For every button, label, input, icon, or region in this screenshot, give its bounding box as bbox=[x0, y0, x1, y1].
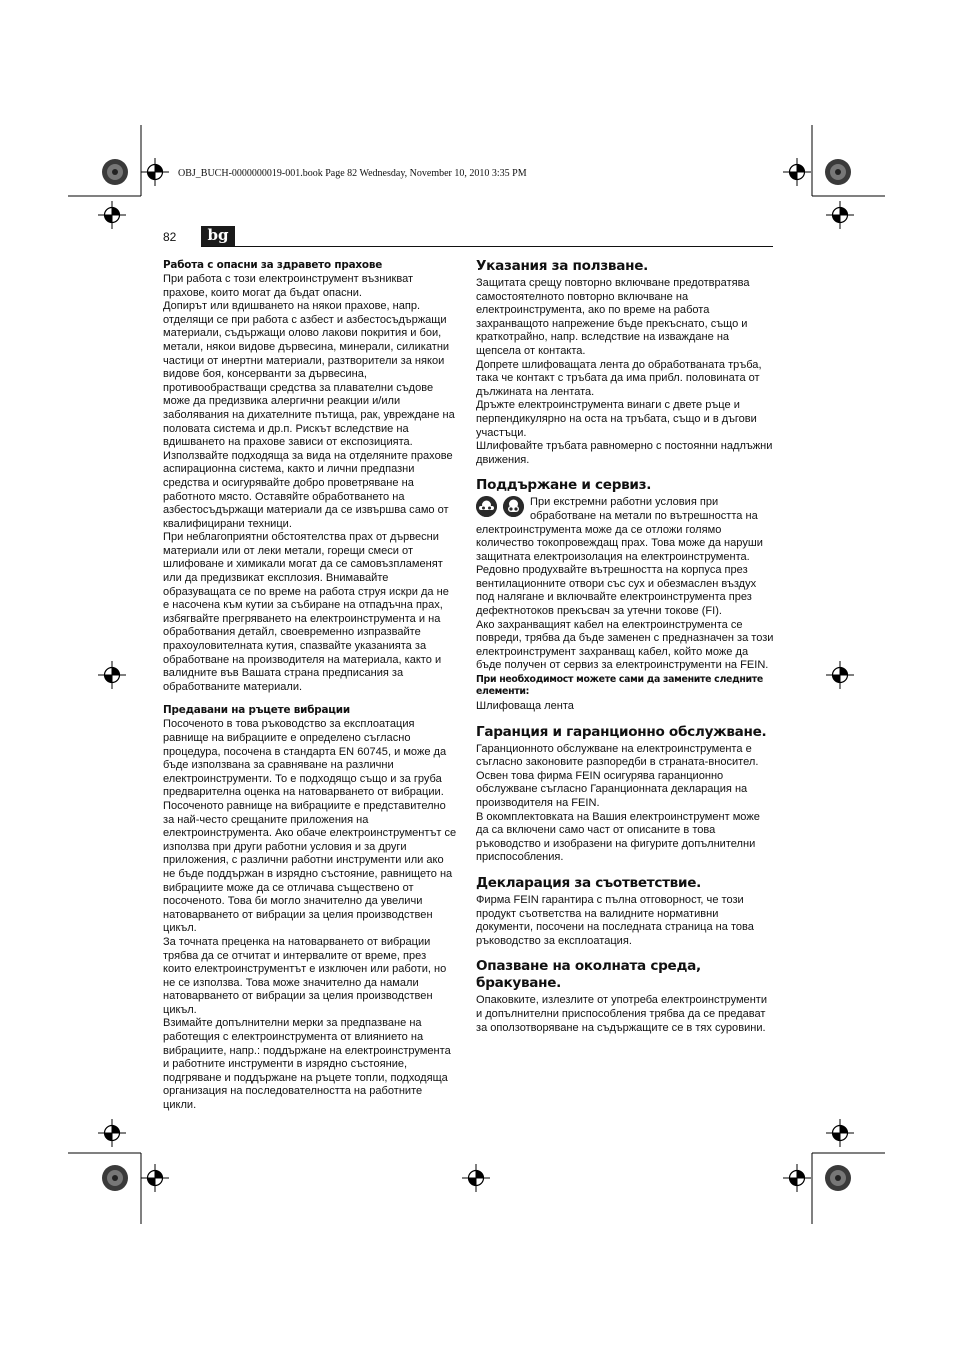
vibration-paragraph-4: Взимайте допълнителни мерки за предпазване на работещия с електроинструмента от влиянието на вибрациите, напр.: поддържане на електроинструмента и работните инструменти в изрядно състояние, подгряване и поддържане на ръцете топли, подходяща организация на последователността на работните цикли. bbox=[163, 1017, 451, 1112]
service-safety-icons bbox=[476, 496, 526, 520]
conformity-paragraph-1: Фирма FEIN гарантира с пълна отговорност, че този продукт съответства на валидните нормативни документи, посочени на последната страница на това ръководство за експлоатация. bbox=[476, 893, 754, 947]
warranty-paragraph-2: В окомплектовката на Вашия електроинструмент може да са включени само част от описаните в това ръководство и изобразени на фигурите допълнителни приспособления. bbox=[476, 810, 760, 864]
usage-paragraph-2: Допрете шлифоващата лента до обработваната тръба, така че контакт с тръбата да има прибл. половината от дължината на лентата. bbox=[476, 358, 762, 398]
service-heading: Поддържане и сервиз. bbox=[476, 477, 652, 494]
vibration-paragraph-1: Посоченото в това ръководство за експлоатация равнище на вибрациите е определено съгласно процедура, посочена в стандарта EN 60745, и може да бъде използвана за сравняване на различни електроинструменти. То е подходящо също и за груба предварителна оценка на натоварването от вибрации. bbox=[163, 718, 447, 799]
environment-paragraph-1: Опаковките, излезлите от употреба електроинструменти и допълнителни приспособления трябва да се предават за оползотворяване на съдържащите се в тях суровини. bbox=[476, 994, 768, 1034]
warranty-paragraph-1: Гаранционното обслужване на електроинструмента е съгласно законовите разпоредби в страната-вносител. Освен това фирма FEIN осигурява гаранционно обслужване съгласно Гаранционната декларация на производителя на FEIN. bbox=[476, 742, 759, 809]
vibration-heading: Предавани на ръцете вибрации bbox=[163, 704, 350, 717]
dust-heading: Работа с опасни за здравето прахове bbox=[163, 259, 383, 271]
usage-paragraph-4: Шлифовайте тръбата равномерно с постоянни надлъжни движения. bbox=[476, 440, 773, 466]
environment-heading: Опазване на околната среда, бракуване. bbox=[476, 958, 701, 992]
page-number: 82 bbox=[163, 230, 177, 244]
dust-paragraph-3: При неблагоприятни обстоятелства прах от дървесни материали или от леки метали, горещи смеси от шлифоване и химикали могат да се самовъзпламенят или да предизвикат експлозия. Внимавайте образуващата се по време на работа струя искри да не е насочена към кутии за събиране на отпадъчна прах, избягвайте прегряването на електроинструмента и на обработвания детайл, своевременно изпразвайте прахоуловителната кутия, спазвайте указанията за обработване на производителя на материала, както и валидните във Вашата страна предписания за обработваните материали. bbox=[163, 531, 449, 693]
warranty-heading: Гаранция и гаранционно обслужване. bbox=[476, 723, 767, 740]
left-column bbox=[163, 258, 457, 1113]
service-replaceable-item: Шлифоваща лента bbox=[476, 700, 574, 713]
vibration-paragraph-2: Посоченото равнище на вибрациите е представително за най-често срещаните приложения на електроинструмента. Ако обаче електроинструментът се използва при други работни условия и за други приложения, с различни работни инструменти или ако не бъде поддържан в изрядно състояние, равнището на вибрациите може да се отличава съществено от посоченото. Това би могло значително да увеличи натоварването от вибрации за целия производствен цикъл. bbox=[163, 799, 457, 935]
service-paragraph-2: Ако захранващият кабел на електроинструмента се повреди, трябва да бъде заменен с предназначен за този електроинструмент захранващ кабел, който може да бъде получен от сервиз за електроинструменти на FEIN. bbox=[476, 618, 774, 672]
service-replaceable-note: При необходимост можете сами да замените следните елементи: bbox=[476, 674, 763, 698]
usage-paragraph-3: Дръжте електроинструмента винаги с двете ръце и перпендикулярно на оста на тръбата, също и в дъгови участъци. bbox=[476, 399, 757, 439]
header-rule bbox=[201, 246, 773, 247]
color-target-icon bbox=[102, 159, 128, 185]
language-badge: bg bbox=[201, 226, 235, 246]
color-target-icon bbox=[825, 1165, 851, 1191]
color-target-icon bbox=[102, 1165, 128, 1191]
respirator-icon bbox=[503, 496, 524, 517]
service-paragraph-1: При екстремни работни условия при обработване на метали по вътрешността на електроинструмента може да се отложи голямо количество токопровеждащ прах. Това може да наруши защитната електроизолация на електроинструмента. Редовно продухвайте вътрешността на корпуса през вентилационните отвори със сух и обезмаслен въздух под налягане и включвайте електроинструмента през дефектнотоков прекъсвач за утечни токове (FI). bbox=[476, 496, 763, 618]
vibration-paragraph-3: За точната преценка на натоварването от вибрации трябва да се отчитат и интервалите от време, през които електроинструментът е изключен или работи, но не се използва. Това може значително да намали натоварването от вибрации за целия производствен цикъл. bbox=[163, 935, 447, 1016]
conformity-heading: Декларация за съответствие. bbox=[476, 874, 701, 891]
dust-paragraph-1: При работа с този електроинструмент възникват прахове, които могат да бъдат опасни. bbox=[163, 273, 414, 299]
usage-heading: Указания за ползване. bbox=[476, 258, 648, 274]
color-target-icon bbox=[825, 159, 851, 185]
file-info-slug: OBJ_BUCH-0000000019-001.book Page 82 Wednesday, November 10, 2010 3:35 PM bbox=[178, 168, 527, 179]
usage-paragraph-1: Защитата срещу повторно включване предотвратява самостоятелното повторно включване на електроинструмента, ако по време на работа захранващото напрежение бъде прекъснато, също и краткотрайно, напр. вследствие на изваждане на щепсела от контакта. bbox=[476, 277, 750, 357]
right-column bbox=[476, 258, 774, 1035]
dust-paragraph-2: Допирът или вдишването на някои прахове, напр. отделящи се при работа с азбест и азбестосъдържащи материали, съдържащи олово лакови покрития и бои, метали, някои видове дървесина, минерали, силикатни частици от инертни материали, разтворители за някои видове боя, консерванти за дървесина, противообрастващи средства за плавателни съдове може да предизвика алергични реакции и/или заболявания на дихателните пътища, рак, увреждане на половата система и др.п. Рискът вследствие на вдишването на прахове зависи от експозицията. Използвайте подходяща за вида на отделяните прахове аспирационна система, както и лични предпазни средства и осигурявайте добро проветряване на работното място. Оставяйте обработването на азбестосъдържащи материали да се извършва само от квалифицирани техници. bbox=[163, 300, 455, 530]
safety-goggles-icon bbox=[476, 496, 497, 517]
